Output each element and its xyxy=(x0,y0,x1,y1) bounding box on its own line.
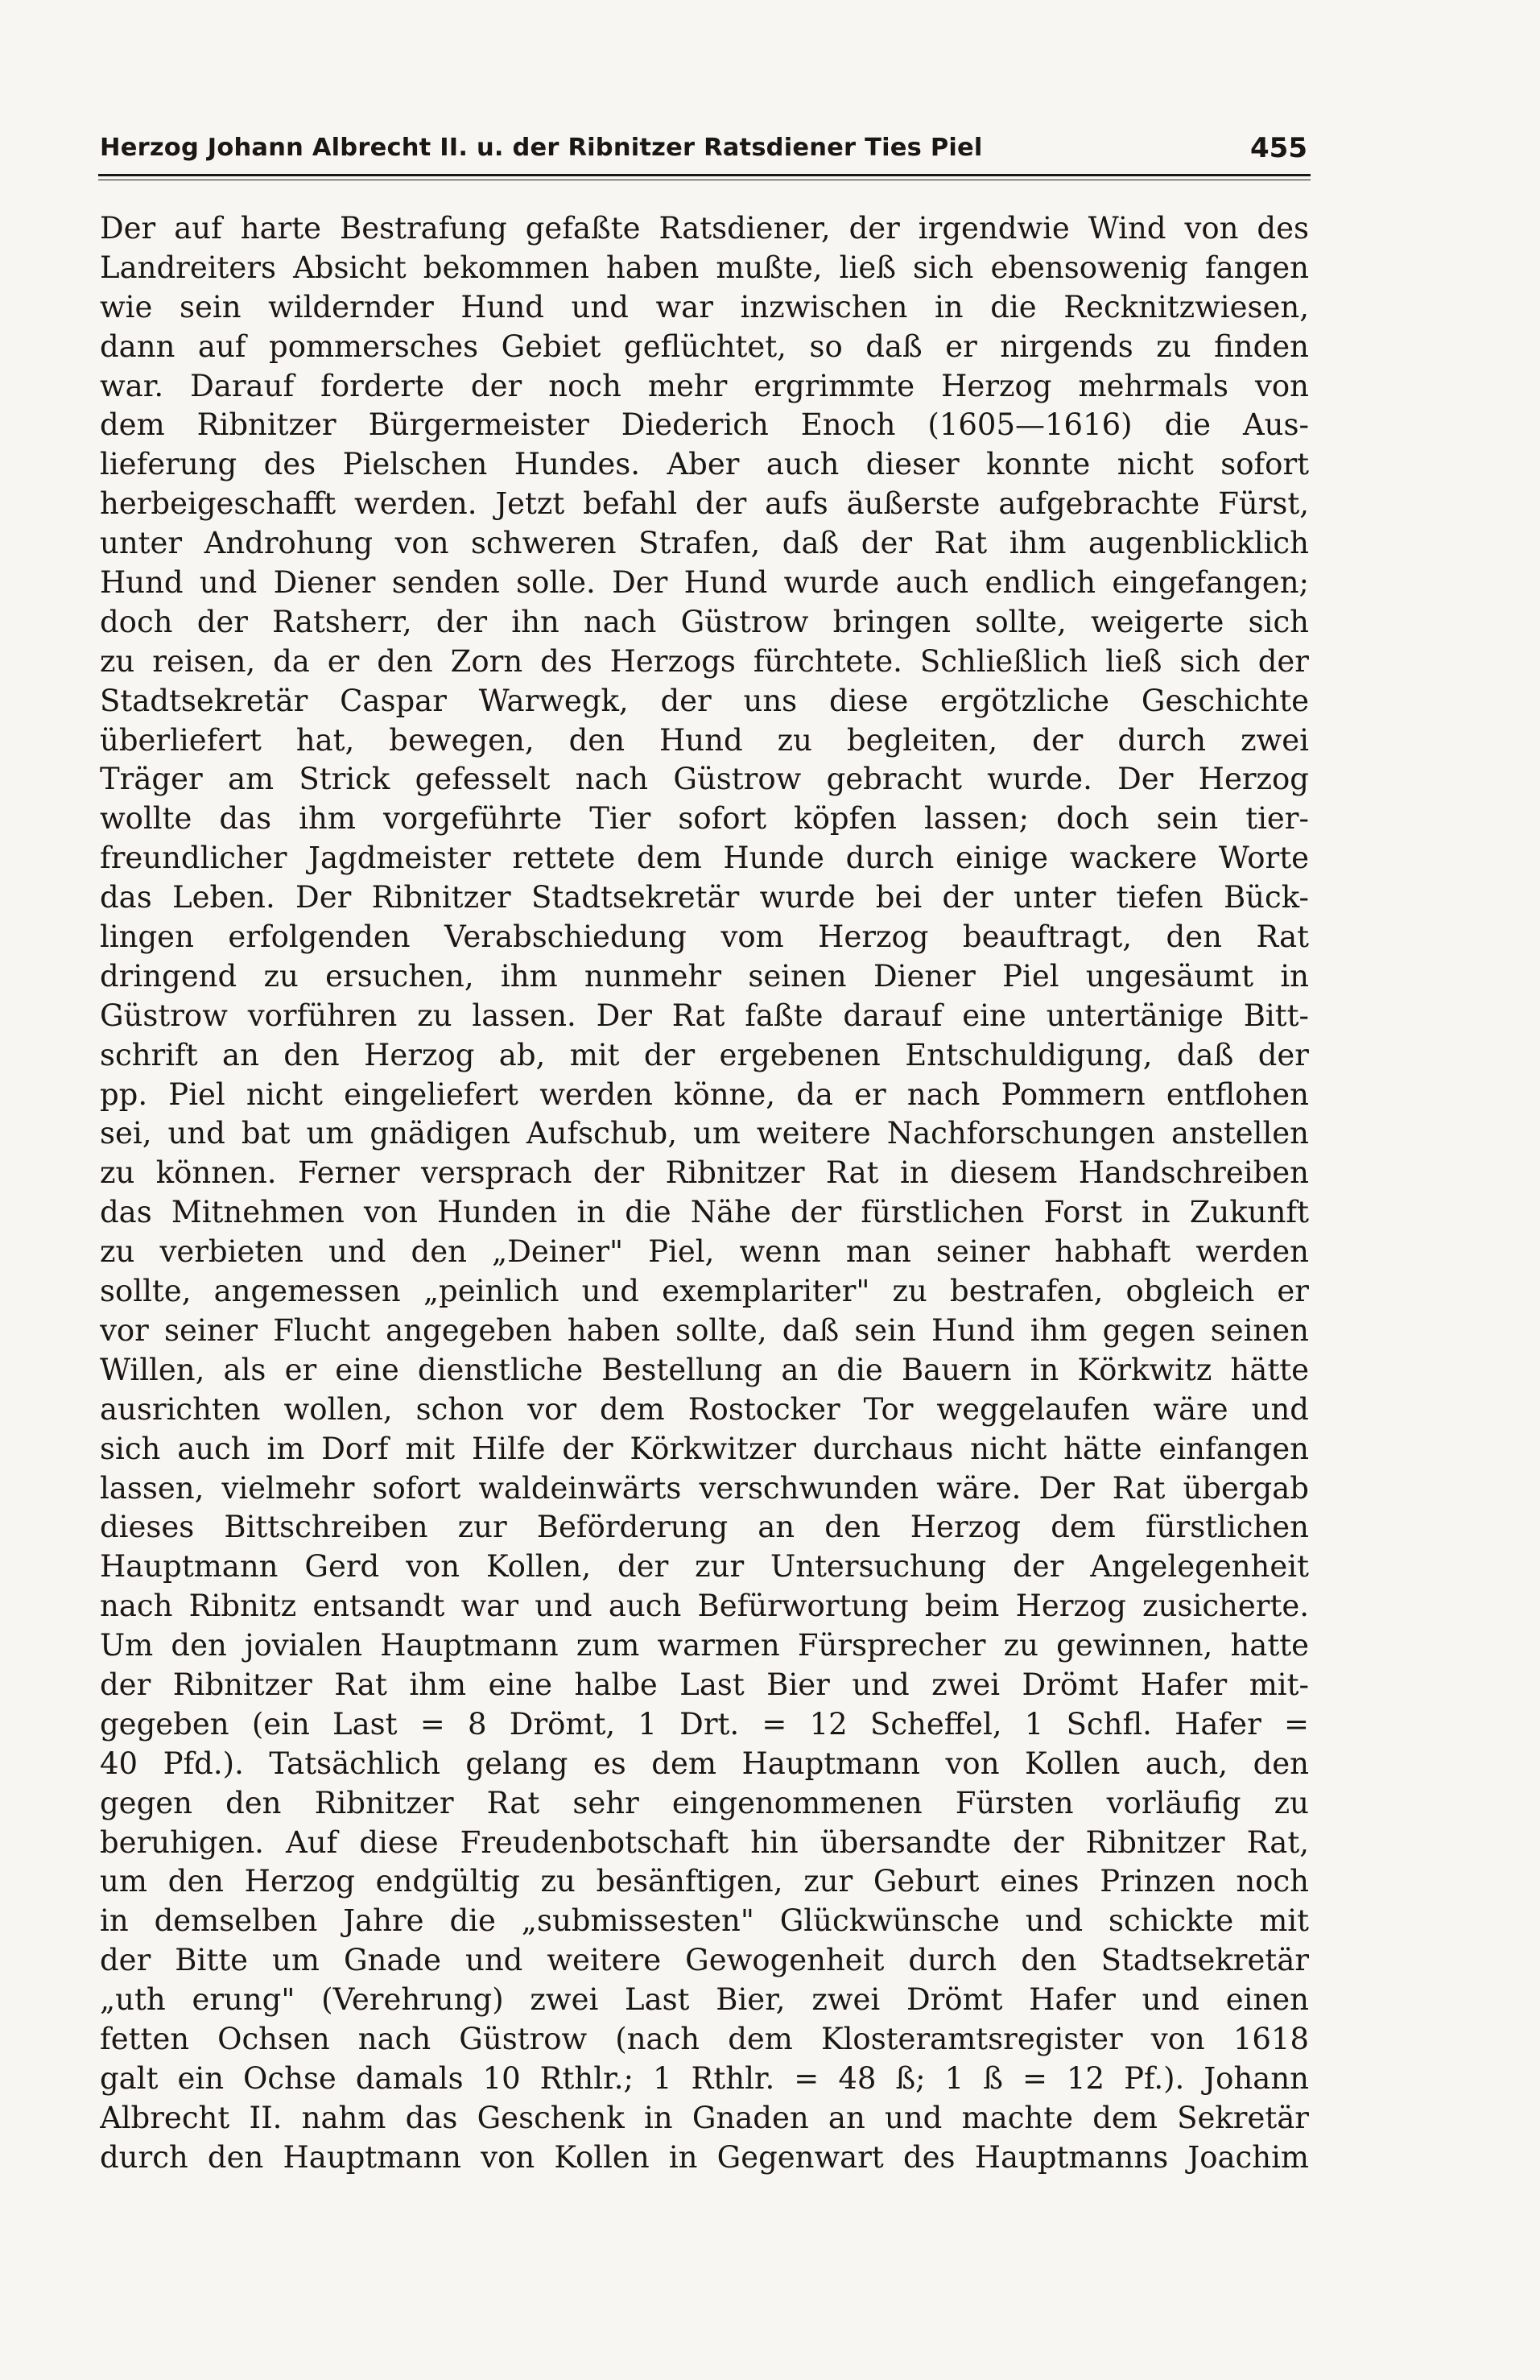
text-line: herbeigeschafft werden. Jetzt befahl der aufs äußerste aufgebrachte Fürst, xyxy=(100,486,1309,522)
text-line: lassen, vielmehr sofort waldeinwärts verschwunden wäre. Der Rat übergab xyxy=(100,1470,1309,1506)
text-line: sei, und bat um gnädigen Aufschub, um weitere Nachforschungen anstellen xyxy=(100,1116,1309,1151)
text-line: der Bitte um Gnade und weitere Gewogenheit durch den Stadtsekretär xyxy=(100,1943,1309,1978)
text-line: doch der Ratsherr, der ihn nach Güstrow bringen sollte, weigerte sich xyxy=(100,604,1309,639)
text-line: fetten Ochsen nach Güstrow (nach dem Klosteramtsregister von 1618 xyxy=(100,2021,1309,2056)
text-line: durch den Hauptmann von Kollen in Gegenwart des Hauptmanns Joachim xyxy=(100,2139,1309,2175)
text-line: zu reisen, da er den Zorn des Herzogs fürchtete. Schließlich ließ sich der xyxy=(100,643,1309,679)
text-line: lieferung des Pielschen Hundes. Aber auch dieser konnte nicht sofort xyxy=(100,447,1309,482)
text-line: Träger am Strick gefesselt nach Güstrow gebracht wurde. Der Herzog xyxy=(100,762,1309,797)
text-line: sich auch im Dorf mit Hilfe der Körkwitzer durchaus nicht hätte einfangen xyxy=(100,1431,1309,1466)
text-line: Hauptmann Gerd von Kollen, der zur Untersuchung der Angelegenheit xyxy=(100,1549,1309,1585)
text-line: Landreiters Absicht bekommen haben mußte, ließ sich ebensowenig fangen xyxy=(100,250,1309,285)
text-line: dann auf pommersches Gebiet geflüchtet, so daß er nirgends zu finden xyxy=(100,328,1309,364)
running-header xyxy=(100,132,1307,172)
text-line: lingen erfolgenden Verabschiedung vom Herzog beauftragt, den Rat xyxy=(100,919,1309,955)
text-line: das Leben. Der Ribnitzer Stadtsekretär wurde bei der unter tiefen Bück- xyxy=(100,880,1309,915)
text-line: gegen den Ribnitzer Rat sehr eingenommenen Fürsten vorläufig zu xyxy=(100,1785,1309,1820)
text-line: nach Ribnitz entsandt war und auch Befürwortung beim Herzog zusicherte. xyxy=(100,1589,1309,1624)
text-line: Albrecht II. nahm das Geschenk in Gnaden an und machte dem Sekretär xyxy=(100,2100,1309,2135)
text-line: dieses Bittschreiben zur Beförderung an den Herzog dem fürstlichen xyxy=(100,1510,1309,1545)
body-text xyxy=(100,209,1309,2178)
text-line: dem Ribnitzer Bürgermeister Diederich Enoch (1605—1616) die Aus- xyxy=(100,407,1309,443)
text-line: schrift an den Herzog ab, mit der ergebenen Entschuldigung, daß der xyxy=(100,1037,1309,1072)
running-header-title: Herzog Johann Albrecht II. u. der Ribnitzer Ratsdiener Ties Piel xyxy=(100,134,983,162)
text-line: der Ribnitzer Rat ihm eine halbe Last Bier und zwei Drömt Hafer mit- xyxy=(100,1667,1309,1702)
text-line: zu können. Ferner versprach der Ribnitzer Rat in diesem Handschreiben xyxy=(100,1155,1309,1191)
text-line: überliefert hat, bewegen, den Hund zu begleiten, der durch zwei xyxy=(100,722,1309,758)
text-line: beruhigen. Auf diese Freudenbotschaft hin übersandte der Ribnitzer Rat, xyxy=(100,1824,1309,1860)
text-line: Um den jovialen Hauptmann zum warmen Fürsprecher zu gewinnen, hatte xyxy=(100,1628,1309,1663)
text-line: gegeben (ein Last = 8 Drömt, 1 Drt. = 12 Scheffel, 1 Schfl. Hafer = xyxy=(100,1706,1309,1742)
text-line: „uth erung" (Verehrung) zwei Last Bier, zwei Drömt Hafer und einen xyxy=(100,1982,1309,2018)
text-line: Der auf harte Bestrafung gefaßte Ratsdiener, der irgendwie Wind von des xyxy=(100,211,1309,246)
text-line: das Mitnehmen von Hunden in die Nähe der fürstlichen Forst in Zukunft xyxy=(100,1195,1309,1230)
text-line: ausrichten wollen, schon vor dem Rostocker Tor weggelaufen wäre und xyxy=(100,1391,1309,1427)
text-line: galt ein Ochse damals 10 Rthlr.; 1 Rthlr. = 48 ß; 1 ß = 12 Pf.). Johann xyxy=(100,2060,1309,2096)
text-line: sollte, angemessen „peinlich und exemplariter" zu bestrafen, obgleich er xyxy=(100,1274,1309,1309)
text-line: pp. Piel nicht eingeliefert werden könne, da er nach Pommern entflohen xyxy=(100,1076,1309,1112)
text-line: 40 Pfd.). Tatsächlich gelang es dem Hauptmann von Kollen auch, den xyxy=(100,1746,1309,1781)
header-rule-thick xyxy=(98,174,1311,176)
text-line: war. Darauf forderte der noch mehr ergrimmte Herzog mehrmals von xyxy=(100,368,1309,403)
text-line: wollte das ihm vorgeführte Tier sofort köpfen lassen; doch sein tier- xyxy=(100,801,1309,837)
text-line: freundlicher Jagdmeister rettete dem Hunde durch einige wackere Worte xyxy=(100,841,1309,876)
text-line: in demselben Jahre die „submissesten" Glückwünsche und schickte mit xyxy=(100,1903,1309,1939)
text-line: dringend zu ersuchen, ihm nunmehr seinen Diener Piel ungesäumt in xyxy=(100,958,1309,994)
text-line: Güstrow vorführen zu lassen. Der Rat faßte darauf eine untertänige Bitt- xyxy=(100,998,1309,1033)
text-line: vor seiner Flucht angegeben haben sollte, daß sein Hund ihm gegen seinen xyxy=(100,1312,1309,1348)
text-line: Hund und Diener senden solle. Der Hund wurde auch endlich eingefangen; xyxy=(100,565,1309,601)
text-line: um den Herzog endgültig zu besänftigen, zur Geburt eines Prinzen noch xyxy=(100,1864,1309,1899)
text-line: unter Androhung von schweren Strafen, daß der Rat ihm augenblicklich xyxy=(100,526,1309,561)
page-number: 455 xyxy=(1250,132,1307,164)
text-line: wie sein wildernder Hund und war inzwischen in die Recknitzwiesen, xyxy=(100,289,1309,324)
text-line: Willen, als er eine dienstliche Bestellung an die Bauern in Körkwitz hätte xyxy=(100,1352,1309,1387)
text-line: zu verbieten und den „Deiner" Piel, wenn man seiner habhaft werden xyxy=(100,1234,1309,1270)
text-line: Stadtsekretär Caspar Warwegk, der uns diese ergötzliche Geschichte xyxy=(100,683,1309,718)
